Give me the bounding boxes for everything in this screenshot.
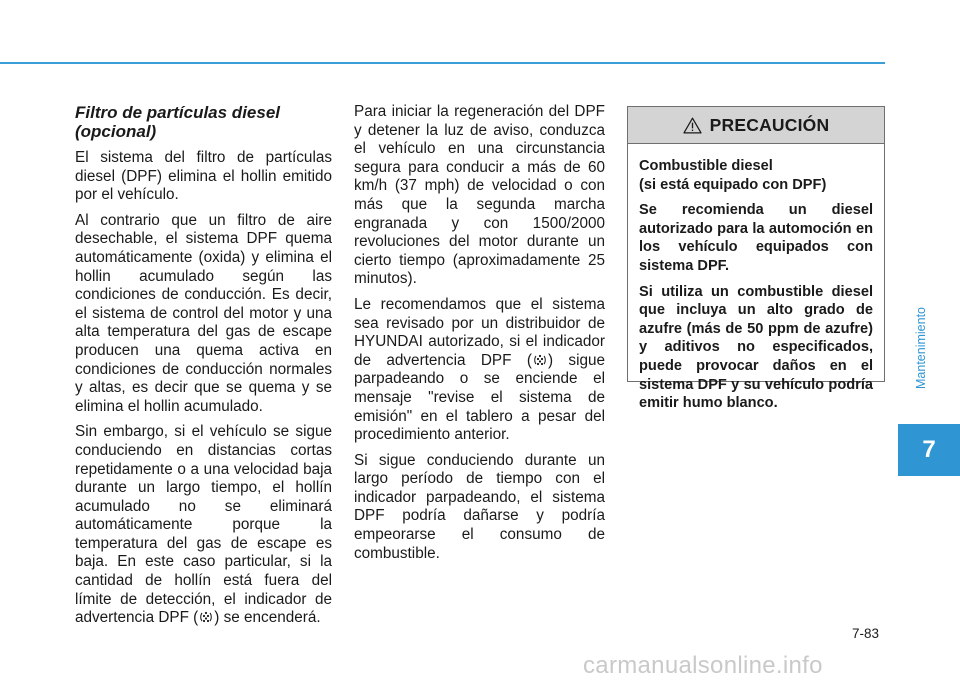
caution-paragraph: Si utiliza un combustible diesel que incluya un alto grado de azufre (más de 50 ppm de azufre) y aditivos no especificados, puede provocar daños en el sistema DPF y su vehículo podría emitir humo blanco. — [639, 283, 873, 412]
paragraph-text: ) sigue parpadeando o se enciende el mensaje "revise el sistema de emisión" en el tablero a pesar del procedimiento anterior. — [354, 351, 605, 444]
paragraph-text: ) se encenderá. — [214, 609, 321, 627]
caution-header — [628, 107, 884, 144]
header-rule — [0, 62, 885, 64]
caution-title: PRECAUCIÓN — [709, 114, 830, 135]
chapter-number: 7 — [922, 436, 936, 463]
paragraph: Al contrario que un filtro de aire desechable, el sistema DPF quema automáticamente (oxida) y elimina el hollin acumulado según las condiciones de conducción. Es decir, el sistema de control del motor y una alta temperatura del gas de escape producen una quema activa en condiciones de conducción normales y altas, es decir que se quema y se elimina el hollin acumulado. — [75, 211, 332, 415]
dpf-warning-icon — [533, 353, 547, 367]
section-title — [75, 103, 332, 141]
paragraph: Para iniciar la regeneración del DPF y detener la luz de aviso, conduzca el vehículo en una circunstancia segura para conducir a más de 60 km/h (37 mph) de velocidad o con más que la segunda marcha engranada y con 1500/2000 revoluciones del motor durante un cierto tiempo (aproximadamente 25 minutos). — [354, 103, 605, 288]
caution-heading-line1: Combustible diesel — [639, 158, 773, 174]
caution-body — [628, 144, 884, 413]
dpf-warning-icon — [199, 610, 213, 624]
caution-paragraph: Se recomienda un diesel autorizado para la automoción en los vehículo equipados con sistema DPF. — [639, 202, 873, 274]
page-number: 7-83 — [852, 626, 880, 641]
left-column — [75, 103, 332, 635]
section-title-line2: (opcional) — [75, 122, 157, 141]
paragraph-text: Sin embargo, si el vehículo se sigue conduciendo en distancias cortas repetidamente o a una velocidad baja durante un largo tiempo, el hollín acumulado no se eliminará automáticamente porque la temperatura del gas de escape es baja. En este caso particular, si la cantidad de hollín está fuera del límite de detección, el indicador de advertencia DPF ( — [75, 423, 332, 627]
middle-column — [354, 103, 605, 570]
chapter-tab — [898, 424, 960, 476]
caution-heading-line2: (si está equipado con DPF) — [639, 176, 827, 193]
watermark: carmanualsonline.info — [583, 652, 823, 679]
paragraph: El sistema del filtro de partículas diesel (DPF) elimina el hollin emitido por el vehículo. — [75, 149, 332, 204]
caution-heading — [639, 157, 873, 194]
caution-box — [627, 106, 885, 412]
paragraph — [75, 423, 332, 628]
section-title-line1: Filtro de partículas diesel — [75, 103, 281, 122]
warning-triangle-icon — [683, 117, 702, 134]
chapter-label: Mantenimiento — [914, 307, 928, 389]
paragraph: Si sigue conduciendo durante un largo período de tiempo con el indicador parpadeando, el sistema DPF podría dañarse y podría empeorarse el consumo de combustible. — [354, 451, 605, 562]
paragraph — [354, 296, 605, 445]
paragraph-text: Le recomendamos que el sistema sea revisado por un distribuidor de HYUNDAI autorizado, si el indicador de advertencia DPF ( — [354, 295, 605, 369]
